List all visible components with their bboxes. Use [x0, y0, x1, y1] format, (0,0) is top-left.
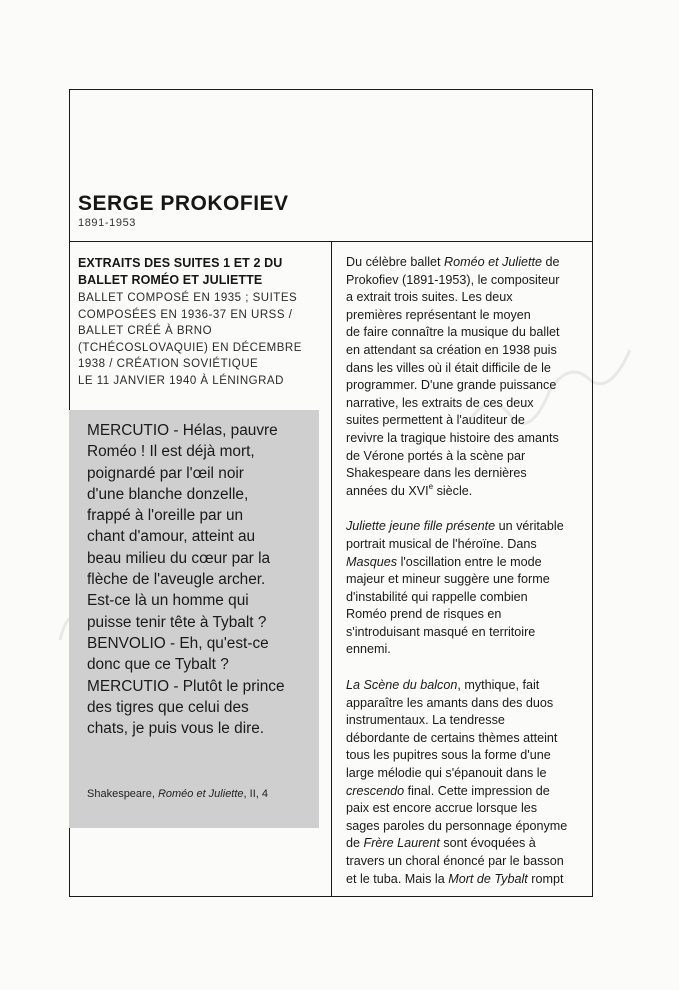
- composer-dates: 1891-1953: [78, 217, 137, 229]
- composer-name: SERGE PROKOFIEV: [78, 192, 289, 215]
- work-detail-line: BALLET CRÉÉ À BRNO: [78, 325, 213, 337]
- citation-work: Roméo et Juliette: [157, 788, 244, 800]
- body-text: s'introduisant masqué en territoire: [346, 624, 536, 639]
- body-text: un véritable: [495, 519, 564, 534]
- body-line: [346, 853, 588, 871]
- italic-title: Masques: [346, 554, 398, 569]
- body-text: large mélodie qui s'épanouit dans le: [346, 766, 547, 781]
- body-text: débordante de certains thèmes atteint: [346, 730, 558, 745]
- quote-citation: [87, 788, 268, 800]
- body-line: [346, 289, 588, 307]
- body-text: ennemi.: [346, 642, 391, 657]
- body-text: dans les villes où il était difficile de le: [346, 360, 551, 375]
- body-line: [346, 765, 588, 783]
- body-text: de faire connaître la musique du ballet: [346, 325, 560, 340]
- body-text: majeur et mineur suggère une forme: [346, 572, 550, 587]
- body-line: [346, 818, 588, 836]
- italic-title: Roméo et Juliette: [444, 255, 543, 269]
- body-line: [346, 272, 588, 290]
- body-text: Shakespeare dans les dernières: [346, 466, 527, 481]
- body-line: [346, 324, 588, 342]
- body-text: l'oscillation entre le mode: [397, 554, 542, 569]
- body-text: sages paroles du personnage éponyme: [346, 818, 568, 833]
- body-text: narrative, les extraits de ces deux: [346, 395, 534, 410]
- body-text: instrumentaux. La tendresse: [346, 713, 505, 728]
- body-text: rompt: [527, 871, 564, 886]
- paragraph-balcon: [346, 677, 588, 888]
- body-line: [346, 871, 588, 889]
- body-line: [346, 307, 588, 325]
- body-text: siècle.: [433, 483, 473, 498]
- italic-title: Mort de Tybalt: [448, 871, 528, 886]
- body-line: [346, 677, 588, 695]
- body-line: [346, 712, 588, 730]
- body-line: [346, 800, 588, 818]
- body-text: d'instabilité qui rappelle combien: [346, 589, 528, 604]
- quote-line: MERCUTIO - Plutôt le prince: [87, 677, 285, 695]
- body-line: [346, 783, 588, 801]
- body-line: [346, 254, 588, 272]
- body-text: et le tuba. Mais la: [346, 871, 449, 886]
- work-detail-line: LE 11 JANVIER 1940 À LÉNINGRAD: [78, 374, 284, 387]
- body-text: années du XVI: [346, 483, 429, 498]
- citation-author: Shakespeare,: [87, 788, 158, 800]
- body-text: apparaître les amants dans des duos: [346, 695, 554, 710]
- body-line: [346, 554, 588, 572]
- work-detail-line: COMPOSÉES EN 1936-37 EN URSS /: [78, 308, 293, 321]
- citation-ref: , II, 4: [243, 788, 269, 800]
- body-line: [346, 430, 588, 448]
- body-text: de: [346, 836, 364, 851]
- body-line: [346, 448, 588, 466]
- body-text: sont évoquées à: [439, 836, 536, 851]
- body-line: [346, 465, 588, 483]
- body-line: [346, 342, 588, 360]
- quote-line: donc que ce Tybalt ?: [87, 656, 229, 674]
- body-line: [346, 606, 588, 624]
- italic-title: Frère Laurent: [363, 836, 440, 851]
- body-text: portrait musical de l'héroïne. Dans: [346, 536, 537, 551]
- body-line: [346, 747, 588, 765]
- body-text: travers un choral énoncé par le basson: [346, 854, 564, 868]
- superscript: e: [428, 481, 434, 491]
- work-detail-line: 1938 / CRÉATION SOVIÉTIQUE: [78, 358, 259, 370]
- body-line: [346, 730, 588, 748]
- body-text: premières représentant le moyen: [346, 307, 531, 322]
- body-text: tous les pupitres sous la forme d'une: [346, 748, 551, 763]
- body-line: [346, 695, 588, 713]
- quote-line: flèche de l'aveugle archer.: [87, 571, 266, 589]
- work-title: EXTRAITS DES SUITES 1 ET 2 DU BALLET ROMÉO ET JULIETTE: [78, 256, 283, 287]
- quote-box: [69, 410, 319, 828]
- work-details: [78, 290, 323, 389]
- quote-line: frappé à l'oreille par un: [87, 507, 244, 525]
- quote-line: MERCUTIO - Hélas, pauvre: [87, 422, 278, 439]
- body-text: suites permettent à l'auditeur de: [346, 413, 525, 428]
- quote-line: Roméo ! Il est déjà mort,: [87, 443, 255, 461]
- body-line: [346, 483, 588, 501]
- quote-text: [87, 420, 309, 739]
- body-text: paix est encore accrue lorsque les: [346, 801, 538, 816]
- quote-line: d'une blanche donzelle,: [87, 485, 249, 503]
- column-divider: [331, 241, 332, 897]
- body-line: [346, 377, 588, 395]
- body-text-column: [346, 254, 588, 906]
- quote-line: puisse tenir tête à Tybalt ?: [87, 613, 267, 631]
- body-line: [346, 536, 588, 554]
- paragraph-juliette: [346, 518, 588, 659]
- work-detail-line: BALLET COMPOSÉ EN 1935 ; SUITES: [78, 292, 298, 304]
- body-text: Du célèbre ballet: [346, 255, 445, 269]
- body-text: , mythique, fait: [457, 678, 540, 693]
- quote-line: chats, je puis vous le dire.: [87, 720, 265, 738]
- body-line: [346, 589, 588, 607]
- body-text: de: [542, 255, 560, 269]
- body-text: Roméo prend de risques en: [346, 607, 502, 622]
- body-line: [346, 571, 588, 589]
- body-text: a extrait trois suites. Les deux: [346, 290, 513, 305]
- paragraph-intro: [346, 254, 588, 500]
- body-text: final. Cette impression de: [404, 783, 550, 798]
- body-line: [346, 518, 588, 536]
- body-line: [346, 412, 588, 430]
- italic-title: La Scène du balcon: [346, 678, 458, 693]
- quote-line: beau milieu du cœur par la: [87, 549, 271, 567]
- body-line: [346, 641, 588, 659]
- body-text: de Vérone portés à la scène par: [346, 448, 526, 463]
- body-text: revivre la tragique histoire des amants: [346, 430, 559, 445]
- body-line: [346, 835, 588, 853]
- work-detail-line: (TCHÉCOSLOVAQUIE) EN DÉCEMBRE: [78, 341, 302, 354]
- italic-title: crescendo: [346, 783, 405, 798]
- quote-line: poignardé par l'œil noir: [87, 464, 244, 482]
- italic-title: Juliette jeune fille présente: [346, 519, 496, 534]
- body-text: programmer. D'une grande puissance: [346, 378, 557, 393]
- body-text: Prokofiev (1891-1953), le compositeur: [346, 272, 560, 287]
- body-line: [346, 395, 588, 413]
- quote-line: des tigres que celui des: [87, 698, 249, 716]
- quote-line: chant d'amour, atteint au: [87, 528, 256, 546]
- body-line: [346, 624, 588, 642]
- body-text: en attendant sa création en 1938 puis: [346, 342, 557, 357]
- body-line: [346, 360, 588, 378]
- quote-line: BENVOLIO - Eh, qu'est-ce: [87, 634, 269, 652]
- quote-line: Est-ce là un homme qui: [87, 592, 249, 610]
